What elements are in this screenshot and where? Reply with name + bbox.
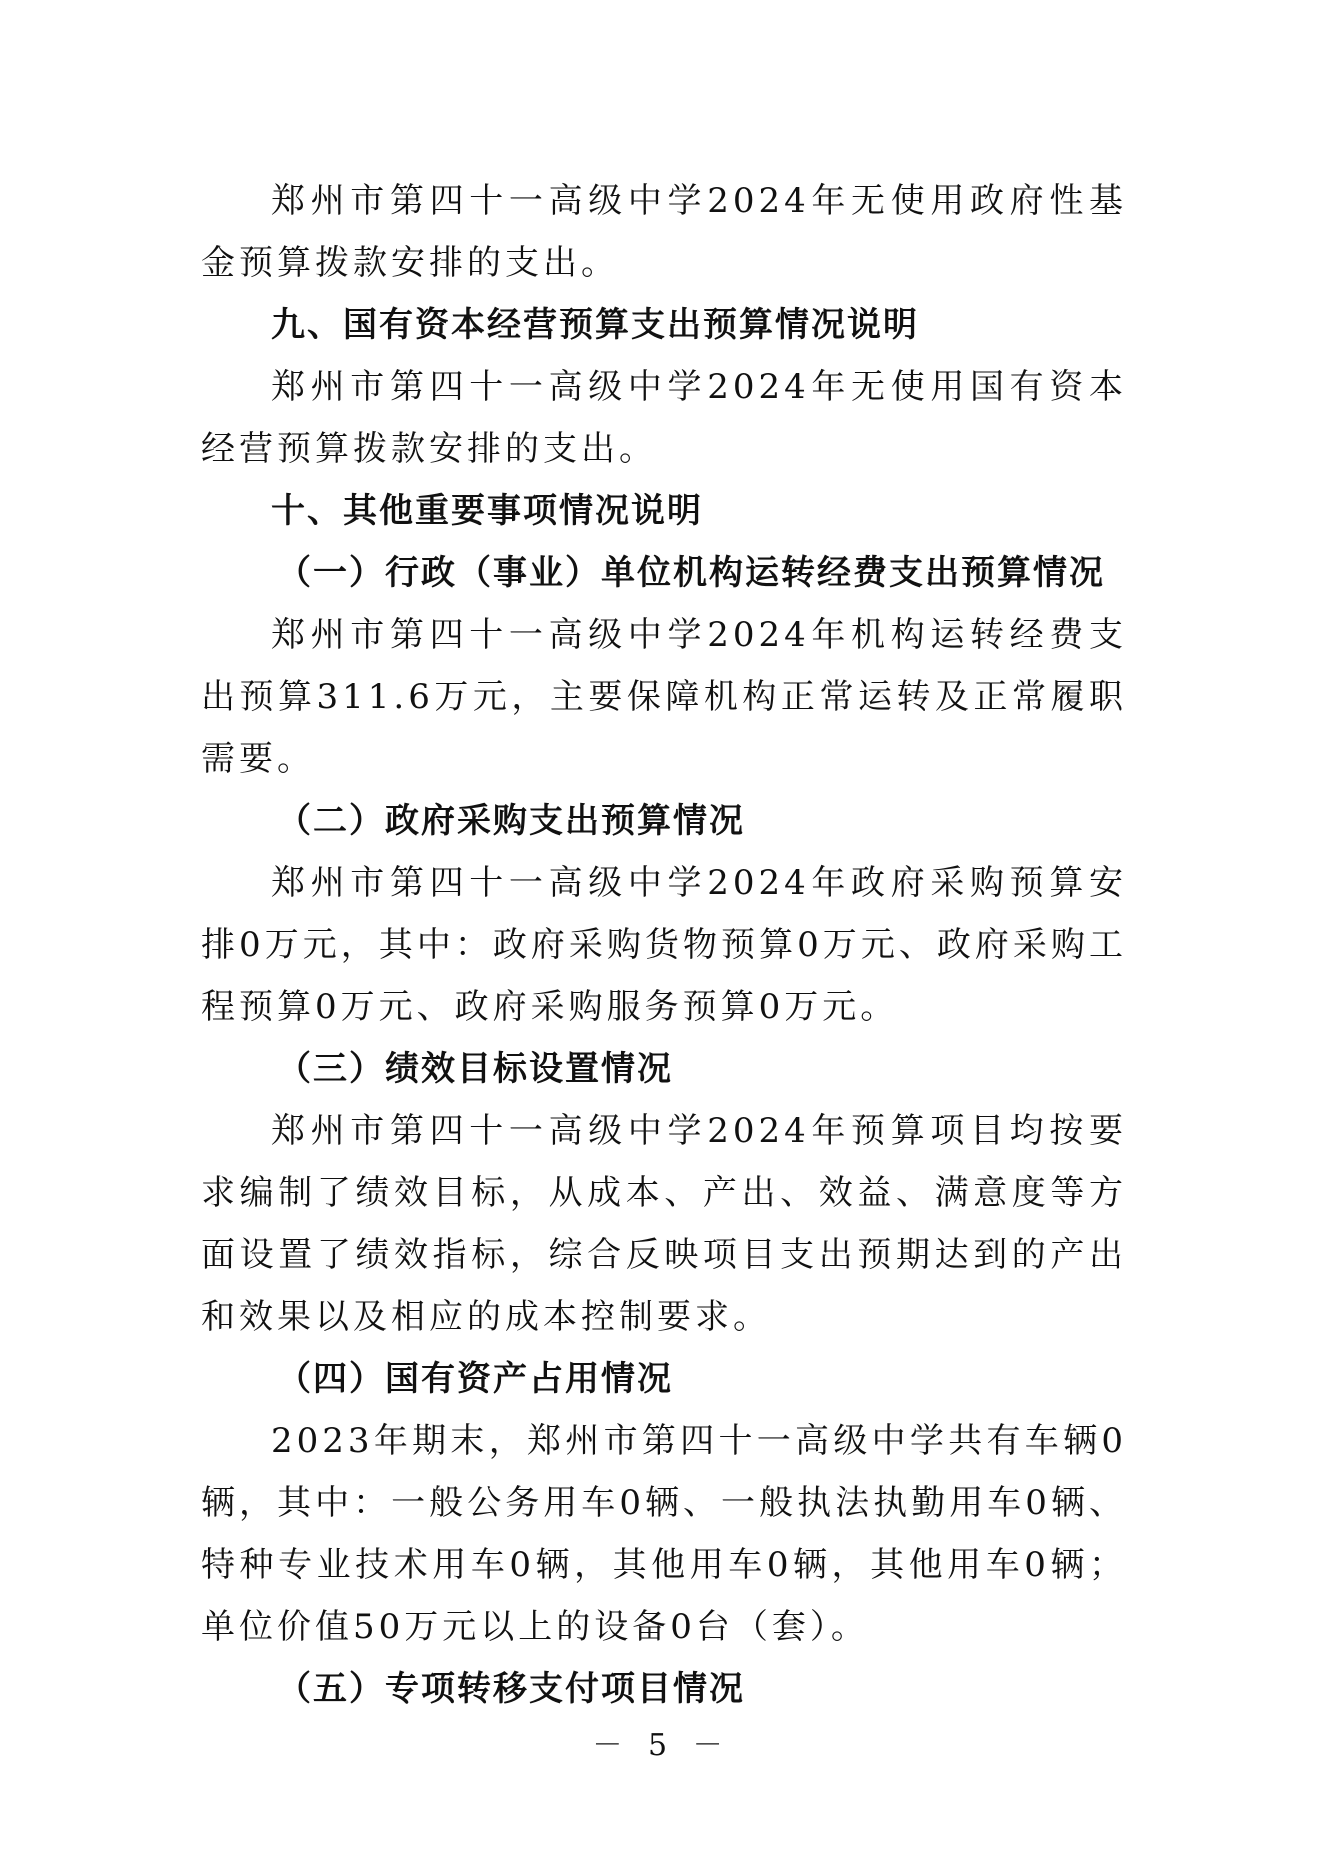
body-paragraph: 郑州市第四十一高级中学2024年机构运转经费支出预算311.6万元，主要保障机构正常运转及正常履职需要。 xyxy=(201,615,1127,779)
section-heading: 九、国有资本经营预算支出预算情况说明 xyxy=(271,305,919,345)
page-number: － 5 － xyxy=(592,1728,731,1763)
document-body xyxy=(201,170,1127,1720)
body-paragraph: 2023年期末，郑州市第四十一高级中学共有车辆0辆，其中：一般公务用车0辆、一般执法执勤用车0辆、特种专业技术用车0辆，其他用车0辆，其他用车0辆；单位价值50万元以上的设备0台（套）。 xyxy=(201,1421,1127,1647)
section-heading: 十、其他重要事项情况说明 xyxy=(271,491,703,531)
body-paragraph: 郑州市第四十一高级中学2024年无使用政府性基金预算拨款安排的支出。 xyxy=(201,181,1127,283)
subsection-heading: （五）专项转移支付项目情况 xyxy=(277,1669,745,1709)
body-paragraph: 郑州市第四十一高级中学2024年政府采购预算安排0万元，其中：政府采购货物预算0万元、政府采购工程预算0万元、政府采购服务预算0万元。 xyxy=(201,863,1127,1027)
subsection-heading: （四）国有资产占用情况 xyxy=(277,1359,673,1399)
subsection-heading: （一）行政（事业）单位机构运转经费支出预算情况 xyxy=(277,553,1105,593)
subsection-heading: （二）政府采购支出预算情况 xyxy=(277,801,745,841)
body-paragraph: 郑州市第四十一高级中学2024年无使用国有资本经营预算拨款安排的支出。 xyxy=(201,367,1127,469)
body-paragraph: 郑州市第四十一高级中学2024年预算项目均按要求编制了绩效目标，从成本、产出、效益、满意度等方面设置了绩效指标，综合反映项目支出预期达到的产出和效果以及相应的成本控制要求。 xyxy=(201,1111,1127,1337)
subsection-heading: （三）绩效目标设置情况 xyxy=(277,1049,673,1089)
